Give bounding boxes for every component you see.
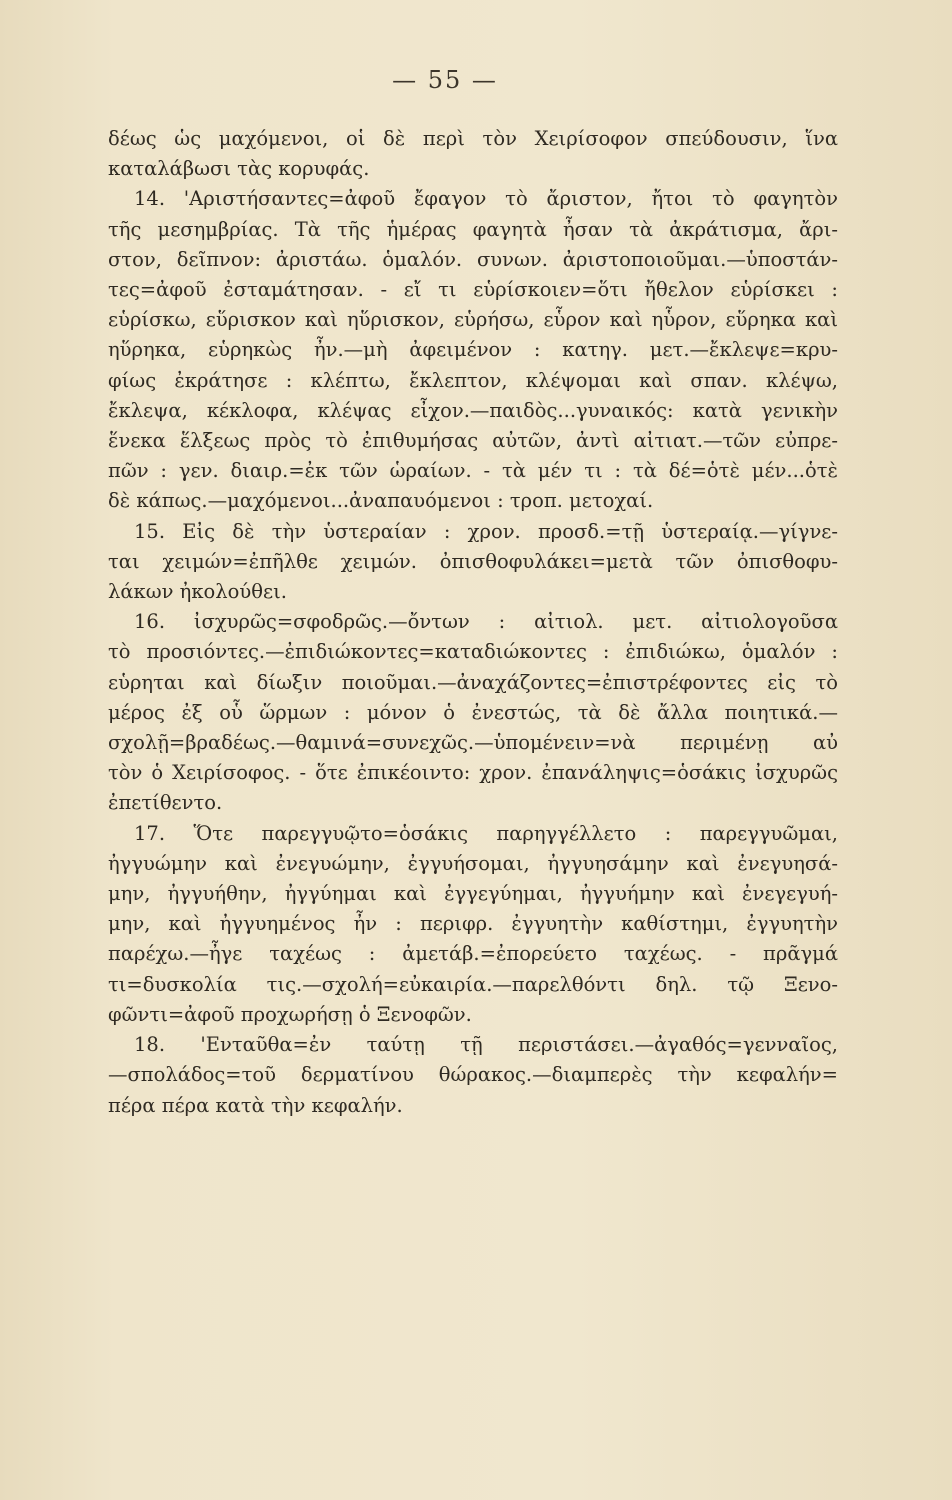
text-line: ἠγγυώμην καὶ ἐνεγυώμην, ἐγγυήσομαι, ἠγγυησάμην καὶ ἐνεγυησά-: [108, 851, 838, 875]
text-line: πέρα πέρα κατὰ τὴν κεφαλήν.: [108, 1093, 403, 1117]
section-16-start: 16. ἰσχυρῶς=σφοδρῶς.—ὄντων : αἰτιολ. μετ. αἰτιολογοῦσα: [134, 610, 838, 634]
text-line: καταλάβωσι τὰς κορυφάς.: [108, 157, 370, 181]
text-line: δέως ὡς μαχόμενοι, οἱ δὲ περὶ τὸν Χειρίσοφον σπεύδουσιν, ἵνα: [108, 127, 838, 150]
section-18-start: 18. 'Ενταῦθα=ἐν ταύτῃ τῇ περιστάσει.—ἀγαθός=γενναῖος,: [134, 1033, 838, 1057]
text-line: ται χειμών=ἐπῆλθε χειμών. ὀπισθοφυλάκει=μετὰ τῶν ὀπισθοφυ-: [108, 549, 838, 573]
text-line: εὑρίσκω, εὕρισκον καὶ ηὕρισκον, εὑρήσω, εὗρον καὶ ηὗρον, εὕρηκα καὶ: [108, 308, 838, 332]
section-15-start: 15. Εἰς δὲ τὴν ὑστεραίαν : χρον. προσδ.=τῇ ὑστεραίᾳ.—γίγνε-: [134, 519, 838, 543]
section-17-start: 17. Ὅτε παρεγγυῷτο=ὁσάκις παρηγγέλλετο : παρεγγυῶμαι,: [134, 821, 838, 845]
text-line: μέρος ἐξ οὗ ὥρμων : μόνον ὁ ἐνεστώς, τὰ δὲ ἄλλα ποιητικά.—: [108, 700, 838, 724]
text-line: πῶν : γεν. διαιρ.=ἐκ τῶν ὡραίων. - τὰ μέν τι : τὰ δέ=ὁτὲ μέν...ὁτὲ: [108, 459, 838, 483]
text-line: ἔκλεψα, κέκλοφα, κλέψας εἶχον.—παιδὸς...γυναικός: κατὰ γενικὴν: [108, 398, 838, 422]
text-line: ἕνεκα ἕλξεως πρὸς τὸ ἐπιθυμήσας αὐτῶν, ἀντὶ αἰτιατ.—τῶν εὐπρε-: [108, 429, 838, 453]
text-line: τὸν ὁ Χειρίσοφος. - ὅτε ἐπικέοιντο: χρον. ἐπανάληψις=ὁσάκις ἰσχυρῶς: [108, 761, 838, 785]
text-line: —σπολάδος=τοῦ δερματίνου θώρακος.—διαμπερὲς τὴν κεφαλήν=: [108, 1063, 838, 1087]
text-line: ἐπετίθεντο.: [108, 791, 223, 815]
section-14-start: 14. 'Αριστήσαντες=ἀφοῦ ἔφαγον τὸ ἄριστον, ἤτοι τὸ φαγητὸν: [134, 187, 838, 211]
text-line: μην, καὶ ἠγγυημένος ἦν : περιφρ. ἐγγυητὴν καθίστημι, ἐγγυητὴν: [108, 912, 838, 936]
text-line: λάκων ἠκολούθει.: [108, 580, 287, 604]
text-line: σχολῇ=βραδέως.—θαμινά=συνεχῶς.—ὑπομένειν=νὰ περιμένῃ αὐ: [108, 731, 838, 755]
page-number: — 55 —: [392, 66, 498, 94]
text-line: εὑρηται καὶ δίωξιν ποιοῦμαι.—ἀναχάζοντες=ἐπιστρέφοντες εἰς τὸ: [108, 670, 838, 694]
commentary-text: [108, 124, 838, 1121]
text-line: τι=δυσκολία τις.—σχολή=εὐκαιρία.—παρελθόντι δηλ. τῷ Ξενο-: [108, 972, 838, 996]
text-line: τες=ἀφοῦ ἐσταμάτησαν. - εἴ τι εὑρίσκοιεν=ὅτι ἤθελον εὑρίσκει :: [108, 278, 838, 302]
text-line: στον, δεῖπνον: ἀριστάω. ὁμαλόν. συνων. ἀριστοποιοῦμαι.—ὑποστάν-: [108, 247, 838, 271]
text-line: τῆς μεσημβρίας. Τὰ τῆς ἡμέρας φαγητὰ ἦσαν τὰ ἀκράτισμα, ἄρι-: [108, 217, 838, 241]
text-line: φῶντι=ἀφοῦ προχωρήσῃ ὁ Ξενοφῶν.: [108, 1002, 472, 1026]
text-line: δὲ κάπως.—μαχόμενοι...ἀναπαυόμενοι : τροπ. μετοχαί.: [108, 489, 654, 513]
text-line: ηὕρηκα, εὑρηκὼς ἦν.—μὴ ἀφειμένον : κατηγ. μετ.—ἔκλεψε=κρυ-: [108, 338, 838, 362]
text-line: μην, ἠγγυήθην, ἠγγύημαι καὶ ἐγγεγύημαι, ἠγγυήμην καὶ ἐνεγεγυή-: [108, 882, 838, 906]
text-line: τὸ προσιόντες.—ἐπιδιώκοντες=καταδιώκοντες : ἐπιδιώκω, ὁμαλόν :: [108, 640, 838, 664]
text-line: φίως ἐκράτησε : κλέπτω, ἔκλεπτον, κλέψομαι καὶ σπαν. κλέψω,: [108, 368, 838, 392]
text-line: παρέχω.—ἦγε ταχέως : ἀμετάβ.=ἐπορεύετο ταχέως. - πρᾶγμά: [108, 942, 838, 966]
